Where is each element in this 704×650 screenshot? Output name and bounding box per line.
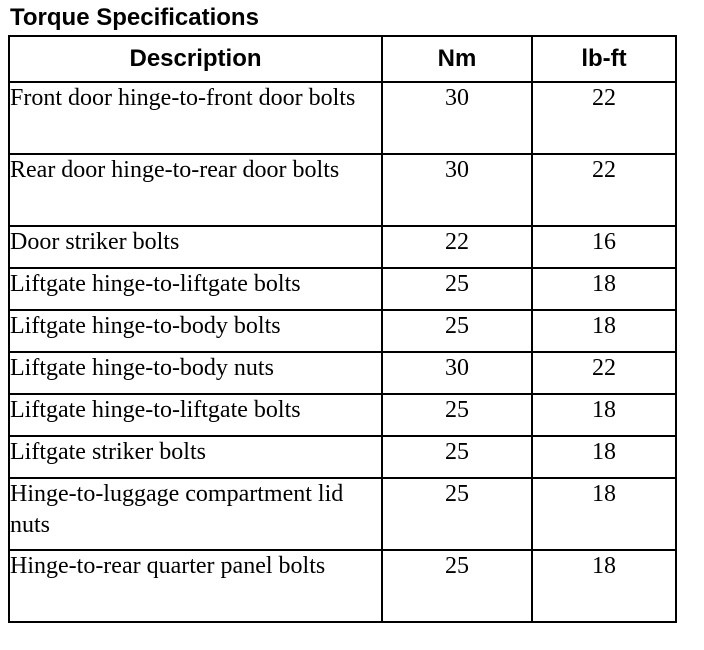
table-row xyxy=(9,268,676,310)
row-description: Liftgate hinge-to-liftgate bolts xyxy=(9,394,382,436)
table-row xyxy=(9,154,676,226)
row-nm: 25 xyxy=(382,394,532,436)
row-lbft: 18 xyxy=(532,268,676,310)
table-row xyxy=(9,226,676,268)
row-description: Hinge-to-luggage compartment lid nuts xyxy=(9,478,382,550)
table-row xyxy=(9,436,676,478)
page-title: Torque Specifications xyxy=(10,4,259,31)
table-row xyxy=(9,352,676,394)
row-lbft: 22 xyxy=(532,352,676,394)
row-nm: 25 xyxy=(382,436,532,478)
table-row xyxy=(9,478,676,550)
row-description: Liftgate hinge-to-body nuts xyxy=(9,352,382,394)
row-lbft: 16 xyxy=(532,226,676,268)
table-row xyxy=(9,550,676,622)
table-row xyxy=(9,310,676,352)
table-row xyxy=(9,394,676,436)
row-description: Liftgate striker bolts xyxy=(9,436,382,478)
row-lbft: 22 xyxy=(532,154,676,226)
row-nm: 30 xyxy=(382,82,532,154)
row-description: Front door hinge-to-front door bolts xyxy=(9,82,382,154)
row-nm: 25 xyxy=(382,550,532,622)
row-nm: 30 xyxy=(382,352,532,394)
row-description: Liftgate hinge-to-liftgate bolts xyxy=(9,268,382,310)
row-nm: 25 xyxy=(382,310,532,352)
header-lbft: lb-ft xyxy=(532,36,676,82)
header-nm: Nm xyxy=(382,36,532,82)
row-lbft: 18 xyxy=(532,310,676,352)
row-nm: 30 xyxy=(382,154,532,226)
row-lbft: 18 xyxy=(532,394,676,436)
row-description: Hinge-to-rear quarter panel bolts xyxy=(9,550,382,622)
row-lbft: 18 xyxy=(532,550,676,622)
row-lbft: 18 xyxy=(532,436,676,478)
row-lbft: 22 xyxy=(532,82,676,154)
torque-spec-table xyxy=(8,35,677,623)
row-nm: 22 xyxy=(382,226,532,268)
table-row xyxy=(9,82,676,154)
row-lbft: 18 xyxy=(532,478,676,550)
row-description: Door striker bolts xyxy=(9,226,382,268)
row-description: Liftgate hinge-to-body bolts xyxy=(9,310,382,352)
row-nm: 25 xyxy=(382,478,532,550)
row-nm: 25 xyxy=(382,268,532,310)
header-description: Description xyxy=(9,36,382,82)
row-description: Rear door hinge-to-rear door bolts xyxy=(9,154,382,226)
table-header-row xyxy=(9,36,676,82)
